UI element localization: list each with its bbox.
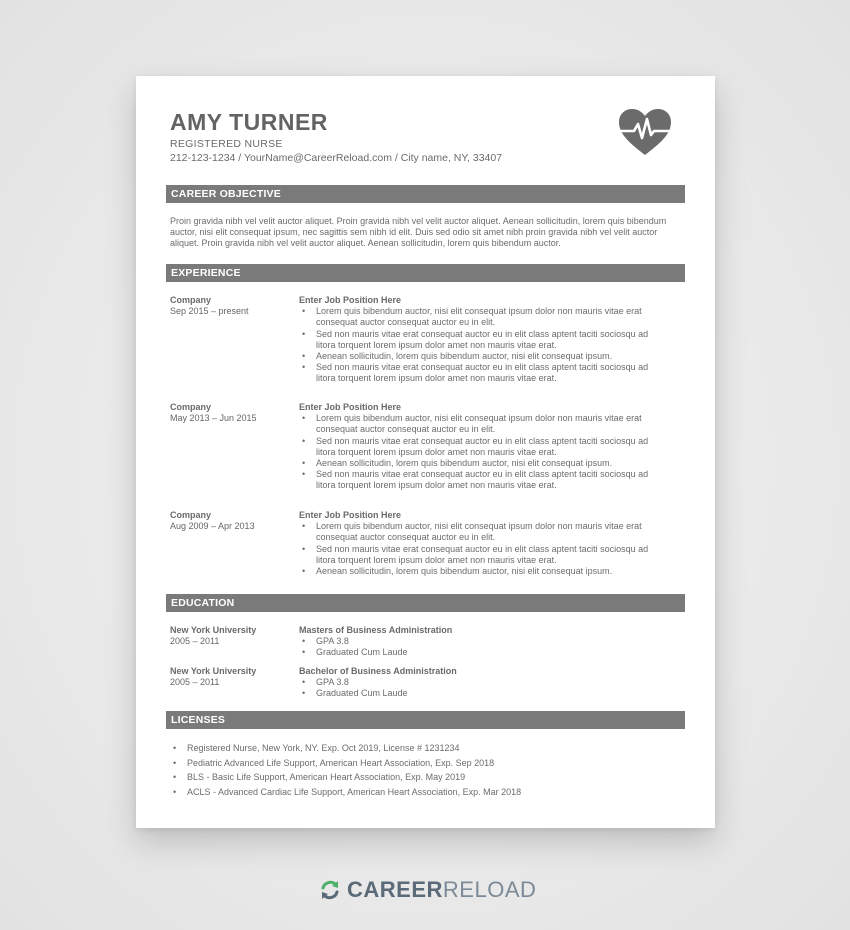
list-item: • Pediatric Advanced Life Support, American Heart Association, Exp. Sep 2018: [170, 756, 670, 771]
list-item: • Aenean sollicitudin, lorem quis bibendum auctor, nisi elit consequat ipsum.: [299, 351, 669, 362]
job-dates: Sep 2015 – present: [170, 306, 249, 316]
list-item: • ACLS - Advanced Cardiac Life Support, American Heart Association, Exp. Mar 2018: [170, 785, 670, 800]
list-item: • Aenean sollicitudin, lorem quis bibendum auctor, nisi elit consequat ipsum.: [299, 566, 669, 577]
candidate-title: REGISTERED NURSE: [170, 138, 283, 150]
list-item: • Lorem quis bibendum auctor, nisi elit consequat ipsum dolor non mauris vitae erat consequat auctor consequat auctor eu in elit.: [299, 306, 669, 328]
list-item: • Sed non mauris vitae erat consequat auctor eu in elit class aptent taciti sociosqu ad litora torquent lorem ipsum dolor amet non mauris vitae erat.: [299, 544, 669, 566]
list-item: • GPA 3.8: [299, 636, 669, 647]
job-dates: Aug 2009 – Apr 2013: [170, 521, 255, 531]
company-name: Company: [170, 295, 212, 305]
section-header-education: EDUCATION: [166, 594, 685, 612]
job-bullets: [299, 413, 669, 491]
list-item: • Graduated Cum Laude: [299, 647, 669, 658]
education-bullets: [299, 677, 669, 699]
license-list: [170, 741, 670, 799]
education-bullets: [299, 636, 669, 658]
list-item: • BLS - Basic Life Support, American Heart Association, Exp. May 2019: [170, 770, 670, 785]
company-name: Company: [170, 510, 212, 520]
list-item: • Sed non mauris vitae erat consequat auctor eu in elit class aptent taciti sociosqu ad litora torquent lorem ipsum dolor amet non mauris vitae erat.: [299, 436, 669, 458]
school-name: New York University: [170, 666, 257, 676]
list-item: • Lorem quis bibendum auctor, nisi elit consequat ipsum dolor non mauris vitae erat consequat auctor consequat auctor eu in elit.: [299, 413, 669, 435]
list-item: • Graduated Cum Laude: [299, 688, 669, 699]
list-item: • GPA 3.8: [299, 677, 669, 688]
logo-word-career: CAREER: [347, 877, 443, 902]
degree-name: Masters of Business Administration: [299, 625, 453, 635]
list-item: • Sed non mauris vitae erat consequat auctor eu in elit class aptent taciti sociosqu ad litora torquent lorem ipsum dolor amet non mauris vitae erat.: [299, 469, 669, 491]
heart-pulse-icon: [617, 107, 673, 157]
degree-name: Bachelor of Business Administration: [299, 666, 457, 676]
job-position: Enter Job Position Here: [299, 402, 402, 412]
school-name: New York University: [170, 625, 257, 635]
refresh-arrows-icon: [319, 879, 341, 901]
logo-word-reload: RELOAD: [442, 877, 537, 902]
section-header-experience: EXPERIENCE: [166, 264, 685, 282]
section-header-licenses: LICENSES: [166, 711, 685, 729]
section-header-objective: CAREER OBJECTIVE: [166, 185, 685, 203]
job-bullets: [299, 306, 669, 384]
job-dates: May 2013 – Jun 2015: [170, 413, 257, 423]
list-item: • Sed non mauris vitae erat consequat auctor eu in elit class aptent taciti sociosqu ad litora torquent lorem ipsum dolor amet non mauris vitae erat.: [299, 329, 669, 351]
list-item: • Lorem quis bibendum auctor, nisi elit consequat ipsum dolor non mauris vitae erat consequat auctor consequat auctor eu in elit.: [299, 521, 669, 543]
education-years: 2005 – 2011: [170, 677, 220, 687]
list-item: • Aenean sollicitudin, lorem quis bibendum auctor, nisi elit consequat ipsum.: [299, 458, 669, 469]
job-bullets: [299, 521, 669, 577]
list-item: • Sed non mauris vitae erat consequat auctor eu in elit class aptent taciti sociosqu ad litora torquent lorem ipsum dolor amet non mauris vitae erat.: [299, 362, 669, 384]
education-years: 2005 – 2011: [170, 636, 220, 646]
logo-wordmark: [347, 877, 536, 903]
company-name: Company: [170, 402, 212, 412]
list-item: • Registered Nurse, New York, NY. Exp. Oct 2019, License # 1231234: [170, 741, 670, 756]
contact-line: 212-123-1234 / YourName@CareerReload.com / City name, NY, 33407: [170, 152, 503, 164]
candidate-name: AMY TURNER: [170, 109, 328, 135]
objective-text: Proin gravida nibh vel velit auctor aliquet. Proin gravida nibh vel velit auctor aliquet. Aenean sollicitudin, lorem quis bibendum auctor, nisi elit consequat ipsum, nec sagittis sem nibh id elit. Duis sed odio sit amet nibh proin gravida nibh vel velit auctor aliquet. Proin gravida nibh vel velit auctor aliquet. Aenean sollicitudin, lorem quis bibendum auctor.: [170, 216, 667, 248]
job-position: Enter Job Position Here: [299, 295, 402, 305]
job-position: Enter Job Position Here: [299, 510, 402, 520]
careerreload-logo: [319, 876, 536, 904]
resume-page: [136, 76, 715, 828]
